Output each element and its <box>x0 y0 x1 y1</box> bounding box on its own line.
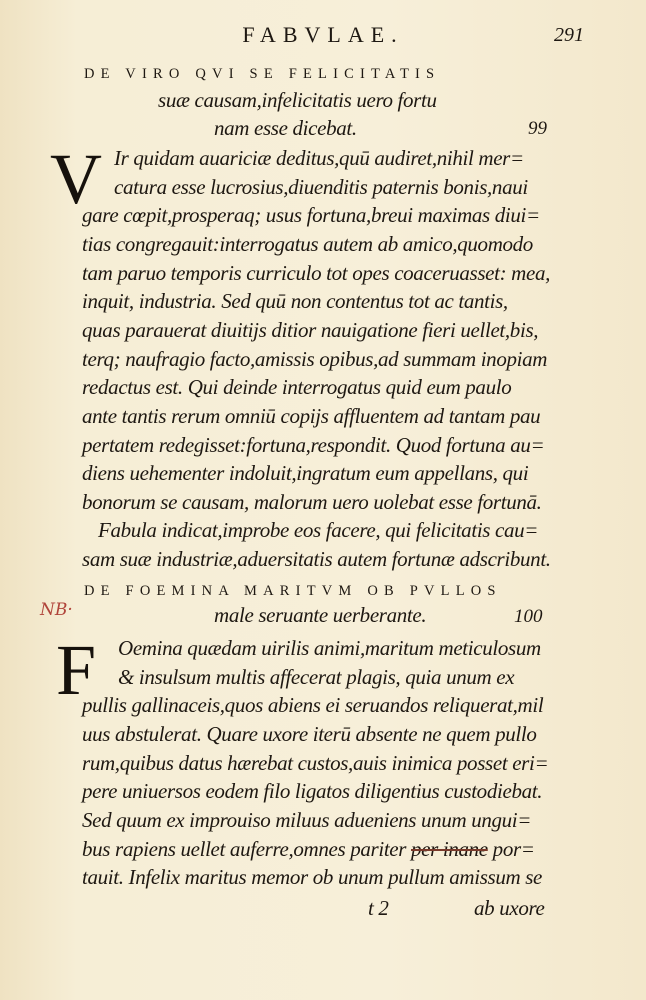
fable-99-line-9: redactus est. Qui deinde interrogatus quid eum paulo <box>82 375 512 399</box>
fable-99-moral-line-1: Fabula indicat,improbe eos facere, qui felicitatis cau= <box>98 518 539 542</box>
fable-100-number: 100 <box>514 606 543 627</box>
fable-99-line-7: quas parauerat diuitijs ditior nauigatione fieri uellet,bis, <box>82 318 539 342</box>
fable-99-line-11: pertatem redegisset:fortuna,respondit. Quod fortuna au= <box>82 433 545 457</box>
fable-99-line-12: diens uehementer indoluit,ingratum eum appellans, qui <box>82 461 529 485</box>
fable-99-drop-cap: V <box>50 139 102 219</box>
fable-100-heading: DE FOEMINA MARITVM OB PVLLOS <box>84 583 502 599</box>
fable-99-line-2: catura esse lucrosius,diuenditis paternis bonis,naui <box>114 175 528 199</box>
fable-100-drop-cap: F <box>56 630 97 710</box>
fable-100-line-9: tauit. Infelix maritus memor ob unum pullum amissum se <box>82 865 542 889</box>
fable-99-subtitle-line-1: suæ causam,infelicitatis uero fortu <box>158 88 437 112</box>
fable-100-line-6: pere uniuersos eodem filo ligatos diligentius custodiebat. <box>82 779 543 803</box>
fable-100-line-8-before: bus rapiens uellet auferre,omnes pariter <box>82 837 412 861</box>
fable-100-line-8 <box>82 837 535 862</box>
fable-99-line-6: inquit, industria. Sed quū non contentus tot ac tantis, <box>82 289 508 313</box>
fable-99-line-8: terq; naufragio facto,amissis opibus,ad summam inopiam <box>82 347 548 371</box>
fable-99-line-13: bonorum se causam, malorum uero uolebat esse fortunā. <box>82 490 542 514</box>
fable-99-line-1-text: quidam auariciæ deditus,quū audiret,nihil mer= <box>128 146 524 170</box>
fable-100-line-1-initial: Oemina <box>118 636 183 660</box>
fable-100-subtitle: male seruante uerberante. <box>214 603 427 627</box>
fable-99-line-1 <box>114 146 524 171</box>
fable-99-line-1-initial: Ir <box>114 146 129 170</box>
fable-99-line-5: tam paruo temporis curriculo tot opes coaceruasset: mea, <box>82 261 551 285</box>
fable-100-line-7: Sed quum ex improuiso miluus adueniens unum ungui= <box>82 808 532 832</box>
fable-100-line-3: pullis gallinaceis,quos abiens ei seruandos reliquerat,mil <box>82 693 544 717</box>
fable-99-number: 99 <box>528 118 547 139</box>
fable-99-subtitle-line-2: nam esse dicebat. <box>214 116 357 140</box>
signature-mark: t 2 <box>368 896 389 920</box>
struck-words: per inane <box>411 837 488 861</box>
fable-99-line-10: ante tantis rerum omniū copijs affluentem ad tantam pau <box>82 404 541 428</box>
fable-100-line-8-after: por= <box>487 837 535 861</box>
fable-99-heading: DE VIRO QVI SE FELICITATIS <box>84 66 441 82</box>
margin-note: NB· <box>40 600 73 620</box>
fable-99-moral-line-2: sam suæ industriæ,aduersitatis autem fortunæ adscribunt. <box>82 547 551 571</box>
folio-number: 291 <box>554 24 584 46</box>
catchword: ab uxore <box>474 896 545 920</box>
fable-100-line-5: rum,quibus datus hærebat custos,auis inimica posset eri= <box>82 751 549 775</box>
fable-100-line-1-text: quædam uirilis animi,maritum meticulosum <box>182 636 541 660</box>
fable-99-line-3: gare cœpit,prosperaq; usus fortuna,breui maximas diui= <box>82 203 540 227</box>
fable-100-line-4: uus abstulerat. Quare uxore iterū absente ne quem pullo <box>82 722 537 746</box>
running-title: FABVLAE. <box>242 22 404 47</box>
fable-100-line-2: & insulsum multis affecerat plagis, quia unum ex <box>118 665 515 689</box>
fable-99-line-4: tias congregauit:interrogatus autem ab amico,quomodo <box>82 232 533 256</box>
fable-100-line-1 <box>118 636 541 661</box>
